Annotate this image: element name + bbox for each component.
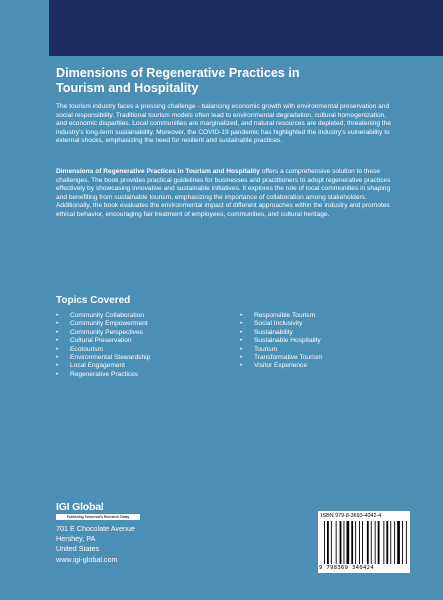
book-title-line2: Tourism and Hospitality: [56, 81, 199, 95]
barcode-icon: [324, 521, 408, 564]
barcode-box: [318, 511, 410, 573]
topic-item: • Community Perspectives: [56, 329, 150, 337]
top-color-band: [49, 0, 443, 56]
publisher-logo-name: IGI Global: [56, 501, 104, 513]
topic-item: • Sustainability: [240, 329, 323, 337]
book-title-line1: Dimensions of Regenerative Practices in: [56, 66, 300, 80]
description-paragraph-2: [56, 168, 391, 219]
book-title: [56, 66, 356, 96]
topic-item: • Sustainable Hospitality: [240, 337, 323, 345]
description-book-title: Dimensions of Regenerative Practices in Tourism and Hospitality: [56, 168, 260, 175]
topic-item: • Transformative Tourism: [240, 354, 323, 362]
topic-item: • Tourism: [240, 346, 323, 354]
address-city: Hershey, PA: [56, 534, 96, 544]
description-paragraph-1: The tourism industry faces a pressing challenge - balancing economic growth with environmental preservation and social responsibility. Traditional tourism models often lead to environmental degradation, cultural homogenization, and economic disparities. Local communities are marginalized, and natural resources are depleted, threatening the industry's long-term sustainability. Moreover, the COVID-19 pandemic has highlighted the industry's vulnerability to external shocks, emphasizing the need for resilient and sustainable practices.: [56, 103, 392, 145]
topics-heading: Topics Covered: [56, 295, 131, 306]
topic-item: • Regenerative Practices: [56, 371, 150, 379]
topic-item: • Social Inclusivity: [240, 320, 323, 328]
topic-item: • Responsible Tourism: [240, 312, 323, 320]
address-country: United States: [56, 544, 100, 554]
topic-item: • Ecotourism: [56, 346, 150, 354]
isbn-label: ISBN 979-8-3693-4042-4: [321, 513, 382, 519]
topic-item: • Visitor Experience: [240, 362, 323, 370]
address-street: 701 E Chocolate Avenue: [56, 524, 135, 533]
publisher-address: [56, 524, 135, 565]
topic-item: • Environmental Stewardship: [56, 354, 150, 362]
publisher-website: www.igi-global.com: [56, 554, 118, 564]
topics-list-right: [240, 312, 323, 371]
description-paragraph-2-body: offers a comprehensive solution to these challenges. The book provides practical guidelines for businesses and practitioners to adopt regenerative practices effectively by showcasing innovative and sustainable initiatives. It explores the role of local communities in shaping and benefiting from sustainable tourism, emphasizing the importance of collaboration among stakeholders. Additionally, the book evaluates the environmental impact of different approaches within the industry and promotes ethical behavior, encouraging fair treatment of employees, communities, and cultural heritage.: [56, 168, 391, 218]
topic-item: • Community Empowerment: [56, 320, 150, 328]
topic-item: • Cultural Preservation: [56, 337, 150, 345]
topic-item: • Community Collaboration: [56, 312, 150, 320]
topic-item: • Local Engagement: [56, 362, 150, 370]
barcode-number: 9 798369 340424: [319, 565, 375, 571]
publisher-logo-tagline: Publishing Tomorrow's Research Today: [56, 514, 140, 520]
publisher-logo: [56, 502, 142, 520]
topics-list-left: [56, 312, 150, 379]
